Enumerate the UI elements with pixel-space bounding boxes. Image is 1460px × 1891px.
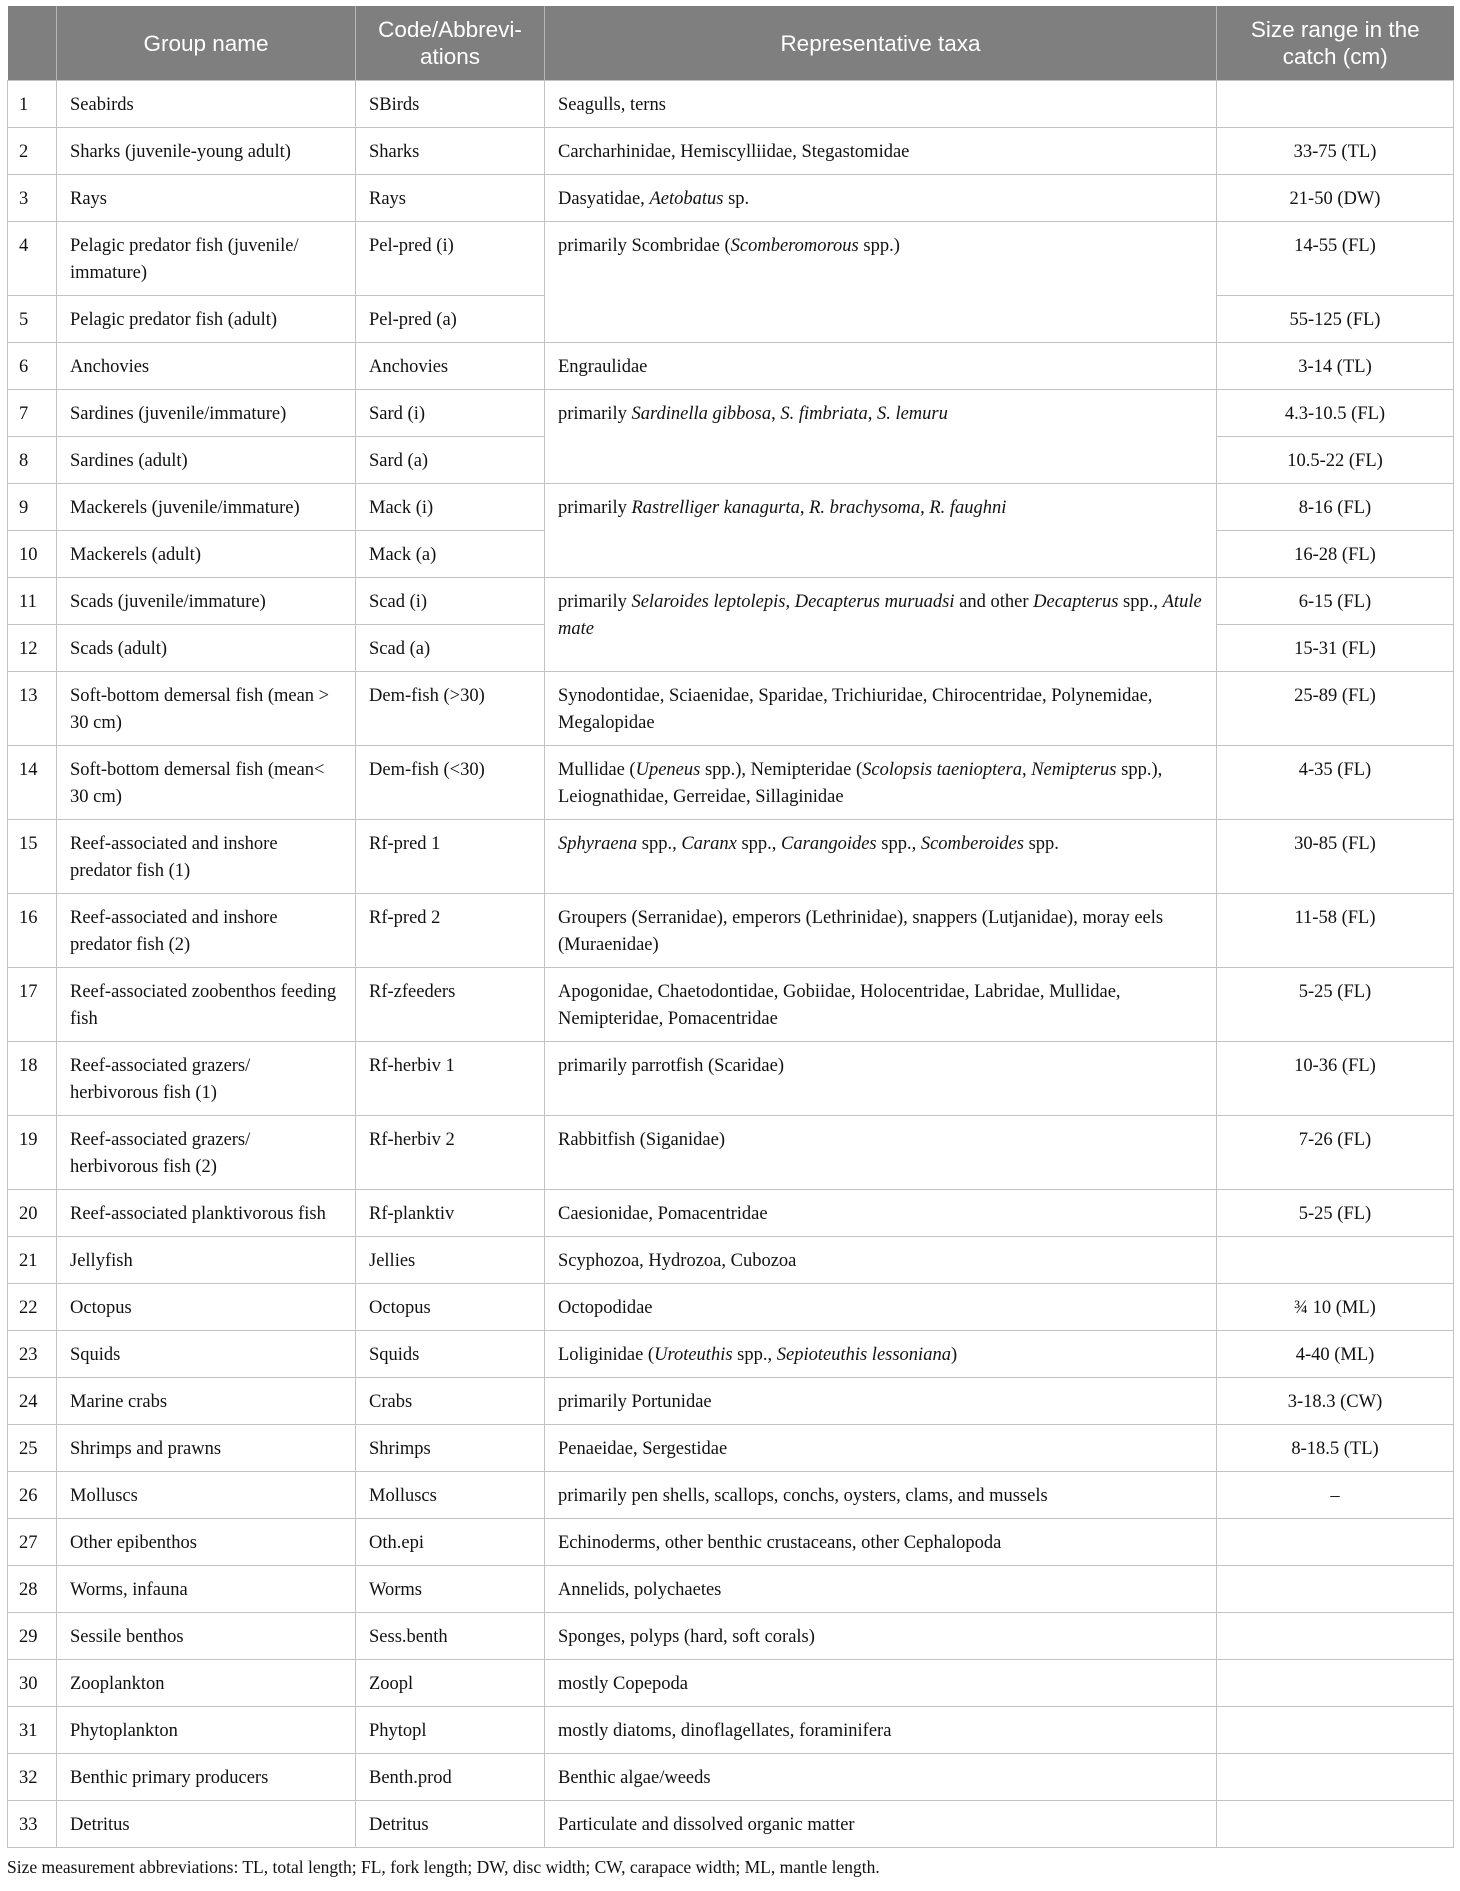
representative-taxa: primarily parrotfish (Scaridae) bbox=[545, 1042, 1217, 1116]
size-range: 14-55 (FL) bbox=[1217, 222, 1454, 296]
group-code: Molluscs bbox=[356, 1472, 545, 1519]
size-range: 16-28 (FL) bbox=[1217, 531, 1454, 578]
row-number: 32 bbox=[8, 1754, 57, 1801]
group-name: Mackerels (adult) bbox=[57, 531, 356, 578]
group-name: Marine crabs bbox=[57, 1378, 356, 1425]
header-taxa: Representative taxa bbox=[545, 6, 1217, 81]
size-range bbox=[1217, 1519, 1454, 1566]
size-range: 15-31 (FL) bbox=[1217, 625, 1454, 672]
representative-taxa: primarily Portunidae bbox=[545, 1378, 1217, 1425]
header-size-range: Size range in the catch (cm) bbox=[1217, 6, 1454, 81]
group-name: Jellyfish bbox=[57, 1237, 356, 1284]
table-row bbox=[8, 1660, 1454, 1707]
table-row bbox=[8, 1519, 1454, 1566]
group-name: Reef-associated zoobenthos feeding fish bbox=[57, 968, 356, 1042]
representative-taxa: Loliginidae (Uroteuthis spp., Sepioteuthis lessoniana) bbox=[545, 1331, 1217, 1378]
group-code: Phytopl bbox=[356, 1707, 545, 1754]
representative-taxa: primarily Rastrelliger kanagurta, R. brachysoma, R. faughni bbox=[545, 484, 1217, 578]
table-row bbox=[8, 1801, 1454, 1848]
table-row bbox=[8, 484, 1454, 531]
size-range: 10-36 (FL) bbox=[1217, 1042, 1454, 1116]
table-row bbox=[8, 1331, 1454, 1378]
row-number: 28 bbox=[8, 1566, 57, 1613]
row-number: 29 bbox=[8, 1613, 57, 1660]
size-range bbox=[1217, 81, 1454, 128]
size-range: 3-18.3 (CW) bbox=[1217, 1378, 1454, 1425]
size-range: – bbox=[1217, 1472, 1454, 1519]
group-name: Shrimps and prawns bbox=[57, 1425, 356, 1472]
size-range bbox=[1217, 1707, 1454, 1754]
representative-taxa: Apogonidae, Chaetodontidae, Gobiidae, Holocentridae, Labridae, Mullidae, Nemipteridae, Pomacentridae bbox=[545, 968, 1217, 1042]
row-number: 31 bbox=[8, 1707, 57, 1754]
header-number bbox=[8, 6, 57, 81]
table-row bbox=[8, 1190, 1454, 1237]
table-row bbox=[8, 578, 1454, 625]
group-name: Sardines (juvenile/immature) bbox=[57, 390, 356, 437]
table-row bbox=[8, 1472, 1454, 1519]
row-number: 18 bbox=[8, 1042, 57, 1116]
size-range: 8-18.5 (TL) bbox=[1217, 1425, 1454, 1472]
row-number: 14 bbox=[8, 746, 57, 820]
group-name: Sessile benthos bbox=[57, 1613, 356, 1660]
table-row bbox=[8, 128, 1454, 175]
group-code: Rf-herbiv 1 bbox=[356, 1042, 545, 1116]
table-row bbox=[8, 1237, 1454, 1284]
representative-taxa: Scyphozoa, Hydrozoa, Cubozoa bbox=[545, 1237, 1217, 1284]
row-number: 33 bbox=[8, 1801, 57, 1848]
representative-taxa: Caesionidae, Pomacentridae bbox=[545, 1190, 1217, 1237]
table-row bbox=[8, 343, 1454, 390]
size-range bbox=[1217, 1660, 1454, 1707]
row-number: 4 bbox=[8, 222, 57, 296]
size-range: 3-14 (TL) bbox=[1217, 343, 1454, 390]
table-row bbox=[8, 820, 1454, 894]
table-row bbox=[8, 746, 1454, 820]
table-row bbox=[8, 1425, 1454, 1472]
representative-taxa: Rabbitfish (Siganidae) bbox=[545, 1116, 1217, 1190]
group-code: Pel-pred (a) bbox=[356, 296, 545, 343]
row-number: 11 bbox=[8, 578, 57, 625]
row-number: 3 bbox=[8, 175, 57, 222]
representative-taxa: mostly diatoms, dinoflagellates, foraminifera bbox=[545, 1707, 1217, 1754]
group-name: Rays bbox=[57, 175, 356, 222]
row-number: 27 bbox=[8, 1519, 57, 1566]
size-range: 25-89 (FL) bbox=[1217, 672, 1454, 746]
group-code: SBirds bbox=[356, 81, 545, 128]
size-range: 8-16 (FL) bbox=[1217, 484, 1454, 531]
size-range: 21-50 (DW) bbox=[1217, 175, 1454, 222]
group-name: Anchovies bbox=[57, 343, 356, 390]
size-range: 4-35 (FL) bbox=[1217, 746, 1454, 820]
table-body bbox=[8, 81, 1454, 1848]
group-code: Oth.epi bbox=[356, 1519, 545, 1566]
group-name: Reef-associated grazers/ herbivorous fish (1) bbox=[57, 1042, 356, 1116]
group-name: Soft-bottom demersal fish (mean< 30 cm) bbox=[57, 746, 356, 820]
row-number: 7 bbox=[8, 390, 57, 437]
group-name: Soft-bottom demersal fish (mean > 30 cm) bbox=[57, 672, 356, 746]
table-row bbox=[8, 672, 1454, 746]
size-range bbox=[1217, 1613, 1454, 1660]
size-range: 4-40 (ML) bbox=[1217, 1331, 1454, 1378]
group-name: Molluscs bbox=[57, 1472, 356, 1519]
group-name: Worms, infauna bbox=[57, 1566, 356, 1613]
group-name: Squids bbox=[57, 1331, 356, 1378]
group-name: Other epibenthos bbox=[57, 1519, 356, 1566]
table-row bbox=[8, 1613, 1454, 1660]
group-code: Scad (a) bbox=[356, 625, 545, 672]
group-code: Octopus bbox=[356, 1284, 545, 1331]
row-number: 25 bbox=[8, 1425, 57, 1472]
group-code: Rf-pred 1 bbox=[356, 820, 545, 894]
size-range: 10.5-22 (FL) bbox=[1217, 437, 1454, 484]
row-number: 26 bbox=[8, 1472, 57, 1519]
row-number: 10 bbox=[8, 531, 57, 578]
group-name: Zooplankton bbox=[57, 1660, 356, 1707]
representative-taxa: Penaeidae, Sergestidae bbox=[545, 1425, 1217, 1472]
row-number: 13 bbox=[8, 672, 57, 746]
group-code: Mack (i) bbox=[356, 484, 545, 531]
table-row bbox=[8, 1116, 1454, 1190]
table-row bbox=[8, 222, 1454, 296]
group-name: Sharks (juvenile-young adult) bbox=[57, 128, 356, 175]
group-code: Shrimps bbox=[356, 1425, 545, 1472]
group-name: Octopus bbox=[57, 1284, 356, 1331]
representative-taxa: Mullidae (Upeneus spp.), Nemipteridae (Scolopsis taenioptera, Nemipterus spp.), Leiognathidae, Gerreidae, Sillaginidae bbox=[545, 746, 1217, 820]
group-name: Benthic primary producers bbox=[57, 1754, 356, 1801]
group-code: Jellies bbox=[356, 1237, 545, 1284]
group-code: Worms bbox=[356, 1566, 545, 1613]
table-row bbox=[8, 1284, 1454, 1331]
group-code: Zoopl bbox=[356, 1660, 545, 1707]
header-group-name: Group name bbox=[57, 6, 356, 81]
row-number: 20 bbox=[8, 1190, 57, 1237]
size-range bbox=[1217, 1754, 1454, 1801]
representative-taxa: Groupers (Serranidae), emperors (Lethrinidae), snappers (Lutjanidae), moray eels (Muraenidae) bbox=[545, 894, 1217, 968]
row-number: 12 bbox=[8, 625, 57, 672]
row-number: 21 bbox=[8, 1237, 57, 1284]
size-range: 5-25 (FL) bbox=[1217, 968, 1454, 1042]
row-number: 1 bbox=[8, 81, 57, 128]
group-name: Scads (juvenile/immature) bbox=[57, 578, 356, 625]
row-number: 8 bbox=[8, 437, 57, 484]
representative-taxa: primarily Selaroides leptolepis, Decapterus muruadsi and other Decapterus spp., Atule mate bbox=[545, 578, 1217, 672]
representative-taxa: Octopodidae bbox=[545, 1284, 1217, 1331]
size-range bbox=[1217, 1801, 1454, 1848]
size-range: 30-85 (FL) bbox=[1217, 820, 1454, 894]
size-range: 7-26 (FL) bbox=[1217, 1116, 1454, 1190]
group-name: Scads (adult) bbox=[57, 625, 356, 672]
row-number: 19 bbox=[8, 1116, 57, 1190]
table-row bbox=[8, 1042, 1454, 1116]
group-name: Reef-associated planktivorous fish bbox=[57, 1190, 356, 1237]
representative-taxa: Seagulls, terns bbox=[545, 81, 1217, 128]
row-number: 2 bbox=[8, 128, 57, 175]
table-row bbox=[8, 1378, 1454, 1425]
group-name: Mackerels (juvenile/immature) bbox=[57, 484, 356, 531]
row-number: 22 bbox=[8, 1284, 57, 1331]
group-name: Phytoplankton bbox=[57, 1707, 356, 1754]
table-row bbox=[8, 175, 1454, 222]
table-row bbox=[8, 1754, 1454, 1801]
group-code: Rf-zfeeders bbox=[356, 968, 545, 1042]
group-name: Pelagic predator fish (adult) bbox=[57, 296, 356, 343]
representative-taxa: primarily Sardinella gibbosa, S. fimbriata, S. lemuru bbox=[545, 390, 1217, 484]
table-row bbox=[8, 390, 1454, 437]
representative-taxa: mostly Copepoda bbox=[545, 1660, 1217, 1707]
row-number: 23 bbox=[8, 1331, 57, 1378]
group-name: Reef-associated grazers/ herbivorous fish (2) bbox=[57, 1116, 356, 1190]
size-range: 11-58 (FL) bbox=[1217, 894, 1454, 968]
group-code: Rays bbox=[356, 175, 545, 222]
row-number: 30 bbox=[8, 1660, 57, 1707]
row-number: 16 bbox=[8, 894, 57, 968]
representative-taxa: Sphyraena spp., Caranx spp., Carangoides spp., Scomberoides spp. bbox=[545, 820, 1217, 894]
group-code: Mack (a) bbox=[356, 531, 545, 578]
table-row bbox=[8, 81, 1454, 128]
size-range: 4.3-10.5 (FL) bbox=[1217, 390, 1454, 437]
group-name: Pelagic predator fish (juvenile/ immature) bbox=[57, 222, 356, 296]
representative-taxa: Annelids, polychaetes bbox=[545, 1566, 1217, 1613]
size-range: 6-15 (FL) bbox=[1217, 578, 1454, 625]
group-code: Squids bbox=[356, 1331, 545, 1378]
representative-taxa: Dasyatidae, Aetobatus sp. bbox=[545, 175, 1217, 222]
representative-taxa: Particulate and dissolved organic matter bbox=[545, 1801, 1217, 1848]
group-code: Rf-planktiv bbox=[356, 1190, 545, 1237]
group-code: Crabs bbox=[356, 1378, 545, 1425]
group-name: Seabirds bbox=[57, 81, 356, 128]
row-number: 24 bbox=[8, 1378, 57, 1425]
group-name: Reef-associated and inshore predator fish (2) bbox=[57, 894, 356, 968]
table-header bbox=[8, 6, 1454, 81]
representative-taxa: Synodontidae, Sciaenidae, Sparidae, Trichiuridae, Chirocentridae, Polynemidae, Megalopidae bbox=[545, 672, 1217, 746]
table-row bbox=[8, 894, 1454, 968]
row-number: 5 bbox=[8, 296, 57, 343]
size-range: 55-125 (FL) bbox=[1217, 296, 1454, 343]
group-name: Detritus bbox=[57, 1801, 356, 1848]
group-code: Anchovies bbox=[356, 343, 545, 390]
group-code: Dem-fish (>30) bbox=[356, 672, 545, 746]
group-code: Scad (i) bbox=[356, 578, 545, 625]
representative-taxa: primarily pen shells, scallops, conchs, oysters, clams, and mussels bbox=[545, 1472, 1217, 1519]
group-code: Dem-fish (<30) bbox=[356, 746, 545, 820]
size-range: 5-25 (FL) bbox=[1217, 1190, 1454, 1237]
row-number: 17 bbox=[8, 968, 57, 1042]
group-code: Sard (i) bbox=[356, 390, 545, 437]
row-number: 9 bbox=[8, 484, 57, 531]
table-row bbox=[8, 968, 1454, 1042]
row-number: 15 bbox=[8, 820, 57, 894]
groups-table bbox=[7, 6, 1454, 1848]
table-row bbox=[8, 1566, 1454, 1613]
group-code: Sard (a) bbox=[356, 437, 545, 484]
size-range bbox=[1217, 1237, 1454, 1284]
representative-taxa: Benthic algae/weeds bbox=[545, 1754, 1217, 1801]
group-code: Detritus bbox=[356, 1801, 545, 1848]
table-footnote: Size measurement abbreviations: TL, total length; FL, fork length; DW, disc width; CW, carapace width; ML, mantle length. bbox=[7, 1857, 880, 1877]
size-range: ¾ 10 (ML) bbox=[1217, 1284, 1454, 1331]
table-row bbox=[8, 1707, 1454, 1754]
group-code: Pel-pred (i) bbox=[356, 222, 545, 296]
group-name: Sardines (adult) bbox=[57, 437, 356, 484]
group-code: Sharks bbox=[356, 128, 545, 175]
header-code: Code/Abbrevi- ations bbox=[356, 6, 545, 81]
row-number: 6 bbox=[8, 343, 57, 390]
representative-taxa: primarily Scombridae (Scomberomorous spp.) bbox=[545, 222, 1217, 343]
size-range bbox=[1217, 1566, 1454, 1613]
representative-taxa: Sponges, polyps (hard, soft corals) bbox=[545, 1613, 1217, 1660]
representative-taxa: Carcharhinidae, Hemiscylliidae, Stegastomidae bbox=[545, 128, 1217, 175]
size-range: 33-75 (TL) bbox=[1217, 128, 1454, 175]
group-code: Benth.prod bbox=[356, 1754, 545, 1801]
group-code: Rf-herbiv 2 bbox=[356, 1116, 545, 1190]
group-name: Reef-associated and inshore predator fish (1) bbox=[57, 820, 356, 894]
representative-taxa: Engraulidae bbox=[545, 343, 1217, 390]
group-code: Sess.benth bbox=[356, 1613, 545, 1660]
representative-taxa: Echinoderms, other benthic crustaceans, other Cephalopoda bbox=[545, 1519, 1217, 1566]
group-code: Rf-pred 2 bbox=[356, 894, 545, 968]
